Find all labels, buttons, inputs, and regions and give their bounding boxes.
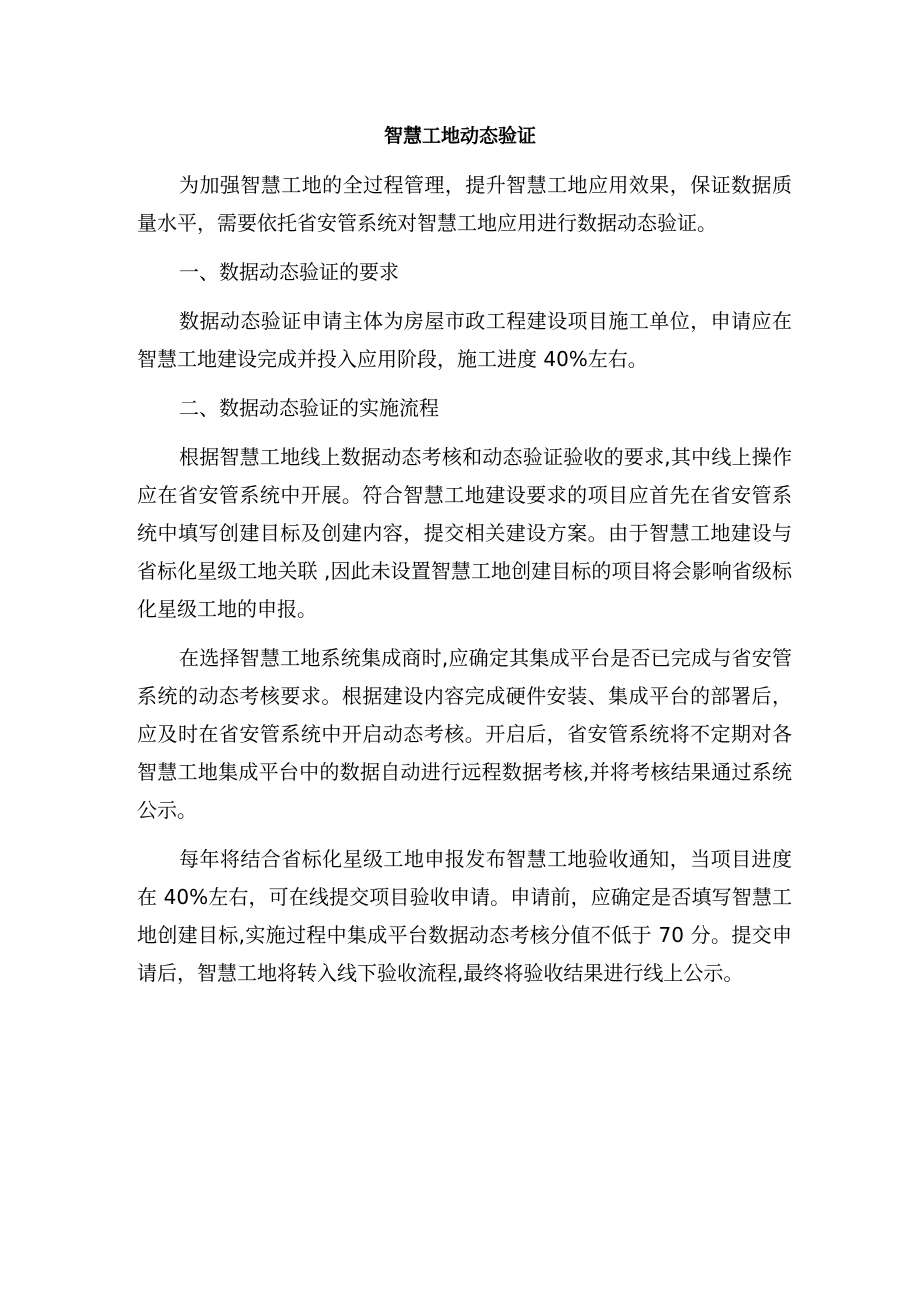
section-heading-process: 二、数据动态验证的实施流程 <box>179 396 439 420</box>
requirements-paragraph: 数据动态验证申请主体为房屋市政工程建设项目施工单位，申请应在智慧工地建设完成并投入应用阶段，施工进度 40%左右。 <box>137 309 792 371</box>
document-body <box>137 166 792 1003</box>
document-title: 智慧工地动态验证 <box>383 125 536 147</box>
process-paragraph-2: 在选择智慧工地系统集成商时,应确定其集成平台是否已完成与省安管系统的动态考核要求。根据建设内容完成硬件安装、集成平台的部署后，应及时在省安管系统中开启动态考核。开启后，省安管系统将不定期对各智慧工地集成平台中的数据自动进行远程数据考核,并将考核结果通过系统公示。 <box>137 646 792 822</box>
intro-paragraph: 为加强智慧工地的全过程管理，提升智慧工地应用效果，保证数据质量水平，需要依托省安管系统对智慧工地应用进行数据动态验证。 <box>137 173 792 235</box>
process-paragraph-1: 根据智慧工地线上数据动态考核和动态验证验收的要求,其中线上操作应在省安管系统中开展。符合智慧工地建设要求的项目应首先在省安管系统中填写创建目标及创建内容，提交相关建设方案。由于智慧工地建设与省标化星级工地关联 ,因此未设置智慧工地创建目标的项目将会影响省级标化星级工地的申报。 <box>137 445 792 621</box>
process-paragraph-3: 每年将结合省标化星级工地申报发布智慧工地验收通知，当项目进度在 40%左右，可在线提交项目验收申请。申请前，应确定是否填写智慧工地创建目标,实施过程中集成平台数据动态考核分值不低于 70 分。提交申请后，智慧工地将转入线下验收流程,最终将验收结果进行线上公示。 <box>137 847 792 985</box>
section-heading-requirements: 一、数据动态验证的要求 <box>179 260 399 284</box>
